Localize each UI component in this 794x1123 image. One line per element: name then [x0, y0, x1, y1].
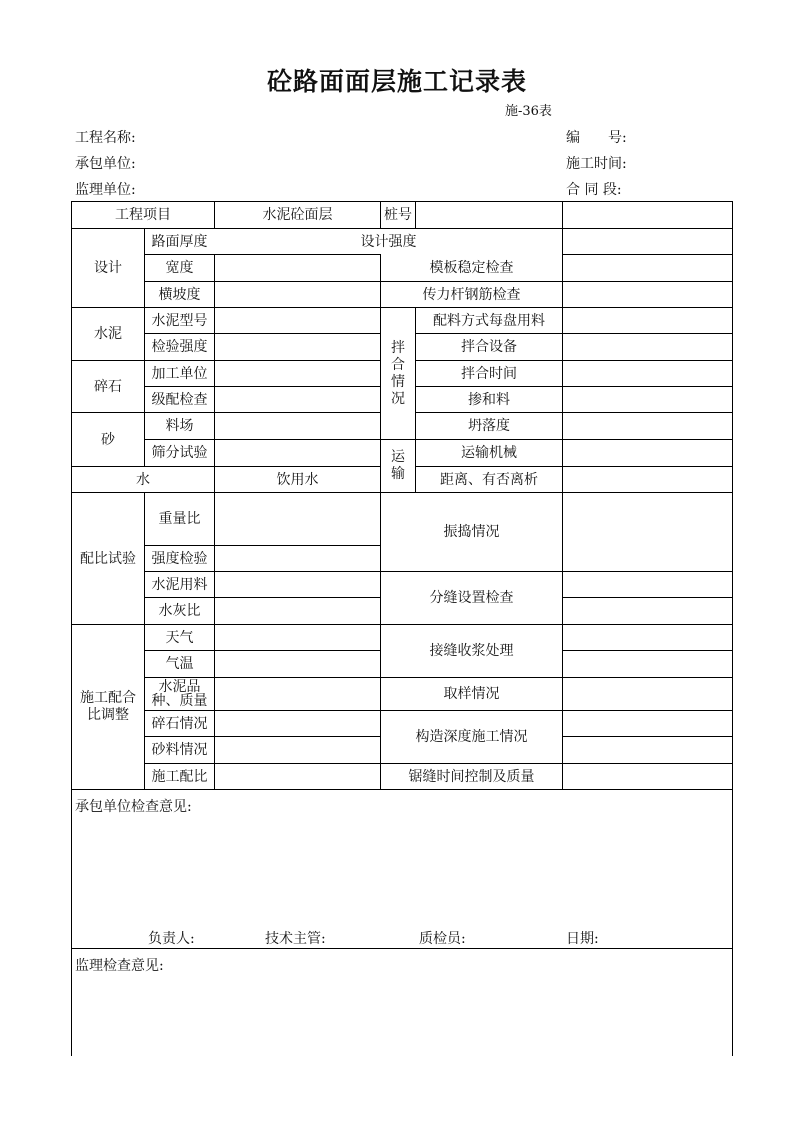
number-label: 编 号:: [566, 130, 627, 146]
gravel-status-label: 碎石情况: [151, 715, 208, 732]
technical-supervisor-label: 技术主管:: [265, 931, 326, 947]
design-label: 设计: [94, 260, 122, 276]
supervisor-label: 监理单位:: [75, 182, 136, 198]
gradation-check-label: 级配检查: [151, 391, 208, 408]
quality-inspector-label: 质检员:: [419, 931, 466, 947]
transport-char: 运: [391, 449, 405, 465]
cement-label: 水泥: [94, 326, 122, 342]
texture-depth-label: 构造深度施工情况: [415, 729, 528, 745]
contract-section-label: 合 同 段:: [566, 182, 622, 198]
mix-adjust-label: 施工配合比调整: [80, 690, 136, 723]
project-item-value: 水泥砼面层: [262, 207, 333, 223]
vibration-label: 振捣情况: [443, 524, 500, 540]
contractor-opinion-label: 承包单位检查意见:: [75, 799, 192, 815]
pavement-thickness-label: 路面厚度: [151, 233, 208, 250]
construction-ratio-label: 施工配比: [151, 768, 208, 785]
cement-quality-label: 水泥品种、质量: [151, 679, 208, 709]
person-in-charge-label: 负责人:: [148, 931, 195, 947]
mixing-char: 合: [391, 356, 405, 373]
transport-char: 输: [391, 466, 405, 482]
page-title: 砼路面面层施工记录表: [266, 67, 527, 96]
cement-type-label: 水泥型号: [151, 312, 208, 329]
admixture-label: 掺和料: [468, 391, 510, 408]
gravel-label: 碎石: [94, 378, 122, 395]
design-strength-label: 设计强度: [360, 233, 417, 250]
processor-label: 加工单位: [151, 365, 208, 382]
water-label: 水: [136, 471, 150, 488]
saw-cut-label: 锯缝时间控制及质量: [408, 768, 535, 785]
sieve-test-label: 筛分试验: [151, 445, 208, 461]
distance-segregation-label: 距离、有否离析: [440, 471, 538, 488]
dowel-check-label: 传力杆钢筋检查: [422, 286, 521, 303]
sand-status-label: 砂料情况: [151, 742, 208, 758]
formwork-check-label: 模板稳定检查: [429, 260, 514, 276]
mixing-time-label: 拌合时间: [461, 365, 517, 382]
date-label: 日期:: [566, 931, 599, 947]
cross-slope-label: 横坡度: [158, 286, 201, 303]
wc-ratio-label: 水灰比: [158, 603, 201, 619]
transport-label: [381, 440, 415, 492]
cement-dosage-label: 水泥用料: [151, 576, 208, 593]
mix-test-label: 配比试验: [80, 550, 136, 567]
transport-machinery-label: 运输机械: [461, 445, 517, 461]
station-label: 桩号: [384, 207, 412, 223]
mixing-char: 况: [391, 390, 405, 407]
construction-time-label: 施工时间:: [566, 156, 627, 172]
batch-method-label: 配料方式每盘用料: [433, 312, 545, 329]
weather-label: 天气: [165, 629, 194, 646]
width-label: 宽度: [165, 260, 194, 276]
sampling-label: 取样情况: [443, 686, 500, 702]
joint-slurry-label: 接缝收浆处理: [429, 643, 514, 659]
mixing-char: 拌: [391, 339, 405, 356]
contractor-label: 承包单位:: [75, 156, 136, 172]
sand-label: 砂: [101, 431, 115, 448]
stockyard-label: 料场: [165, 418, 194, 434]
project-name-label: 工程名称:: [75, 130, 136, 146]
slump-label: 坍落度: [468, 418, 510, 434]
joint-check-label: 分缝设置检查: [429, 590, 514, 606]
test-strength-label: 检验强度: [151, 339, 208, 355]
form-code: 施-36表: [505, 104, 552, 119]
drinking-water-label: 饮用水: [276, 471, 319, 488]
mixing-equipment-label: 拌合设备: [461, 339, 517, 355]
temperature-label: 气温: [165, 656, 194, 672]
mixing-status-label: [381, 308, 415, 439]
project-item-label: 工程项目: [115, 207, 171, 223]
supervisor-opinion-label: 监理检查意见:: [75, 958, 164, 974]
weight-ratio-label: 重量比: [158, 511, 201, 527]
mixing-char: 情: [391, 373, 405, 390]
strength-test-label: 强度检验: [151, 550, 208, 567]
